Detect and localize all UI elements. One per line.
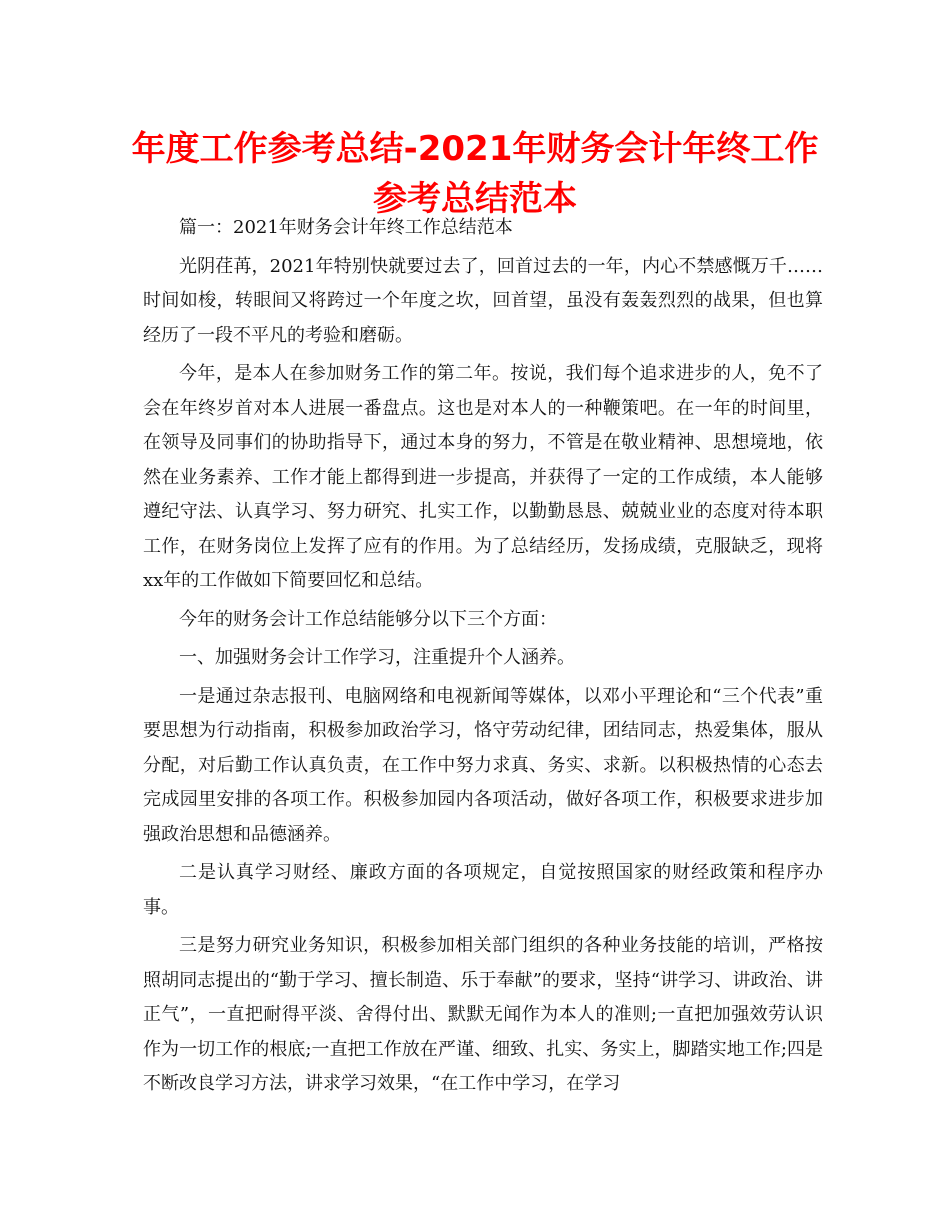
paragraph: 今年的财务会计工作总结能够分以下三个方面：: [179, 608, 557, 630]
document-body: [143, 211, 823, 1102]
paragraph: 一是通过杂志报刊、电脑网络和电视新闻等媒体，以邓小平理论和“三个代表”重要思想为行动指南，积极参加政治学习，恪守劳动纪律，团结同志，热爱集体，服从分配，对后勤工作认真负责，在工作中努力求真、务实、求新。以积极热情的心态去完成园里安排的各项工作。积极参加园内各项活动，做好各项工作，积极要求进步加强政治思想和品德涵养。: [143, 685, 823, 845]
paragraph-heading-1: 篇一：2021年财务会计年终工作总结范本: [179, 217, 513, 238]
section-heading: 一、加强财务会计工作学习，注重提升个人涵养。: [179, 647, 575, 668]
paragraph: 今年，是本人在参加财务工作的第二年。按说，我们每个追求进步的人，免不了会在年终岁首对本人进展一番盘点。这也是对本人的一种鞭策吧。在一年的时间里，在领导及同事们的协助指导下，通过本身的努力，不管是在敬业精神、思想境地，依然在业务素养、工作才能上都得到进一步提高，并获得了一定的工作成绩，本人能够遵纪守法、认真学习、努力研究、扎实工作，以勤勤恳恳、兢兢业业的态度对待本职工作，在财务岗位上发挥了应有的作用。为了总结经历，发扬成绩，克服缺乏，现将xx年的工作做如下简要回忆和总结。: [143, 363, 823, 591]
paragraph: 三是努力研究业务知识，积极参加相关部门组织的各种业务技能的培训，严格按照胡同志提出的“勤于学习、擅长制造、乐于奉献”的要求，坚持“讲学习、讲政治、讲正气”，一直把耐得平淡、舍得付出、默默无闻作为本人的准则;一直把加强效劳认识作为一切工作的根底;一直把工作放在严谨、细致、扎实、务实上，脚踏实地工作;四是不断改良学习方法，讲求学习效果，“在工作中学习，在学习: [143, 935, 823, 1094]
paragraph: 光阴荏苒，2021年特别快就要过去了，回首过去的一年，内心不禁感慨万千……时间如梭，转眼间又将跨过一个年度之坎，回首望，虽没有轰轰烈烈的战果，但也算经历了一段不平凡的考验和磨砺。: [143, 255, 823, 346]
paragraph: 二是认真学习财经、廉政方面的各项规定，自觉按照国家的财经政策和程序办事。: [143, 862, 823, 918]
document-title: 年度工作参考总结-2021年财务会计年终工作参考总结范本: [131, 129, 819, 219]
